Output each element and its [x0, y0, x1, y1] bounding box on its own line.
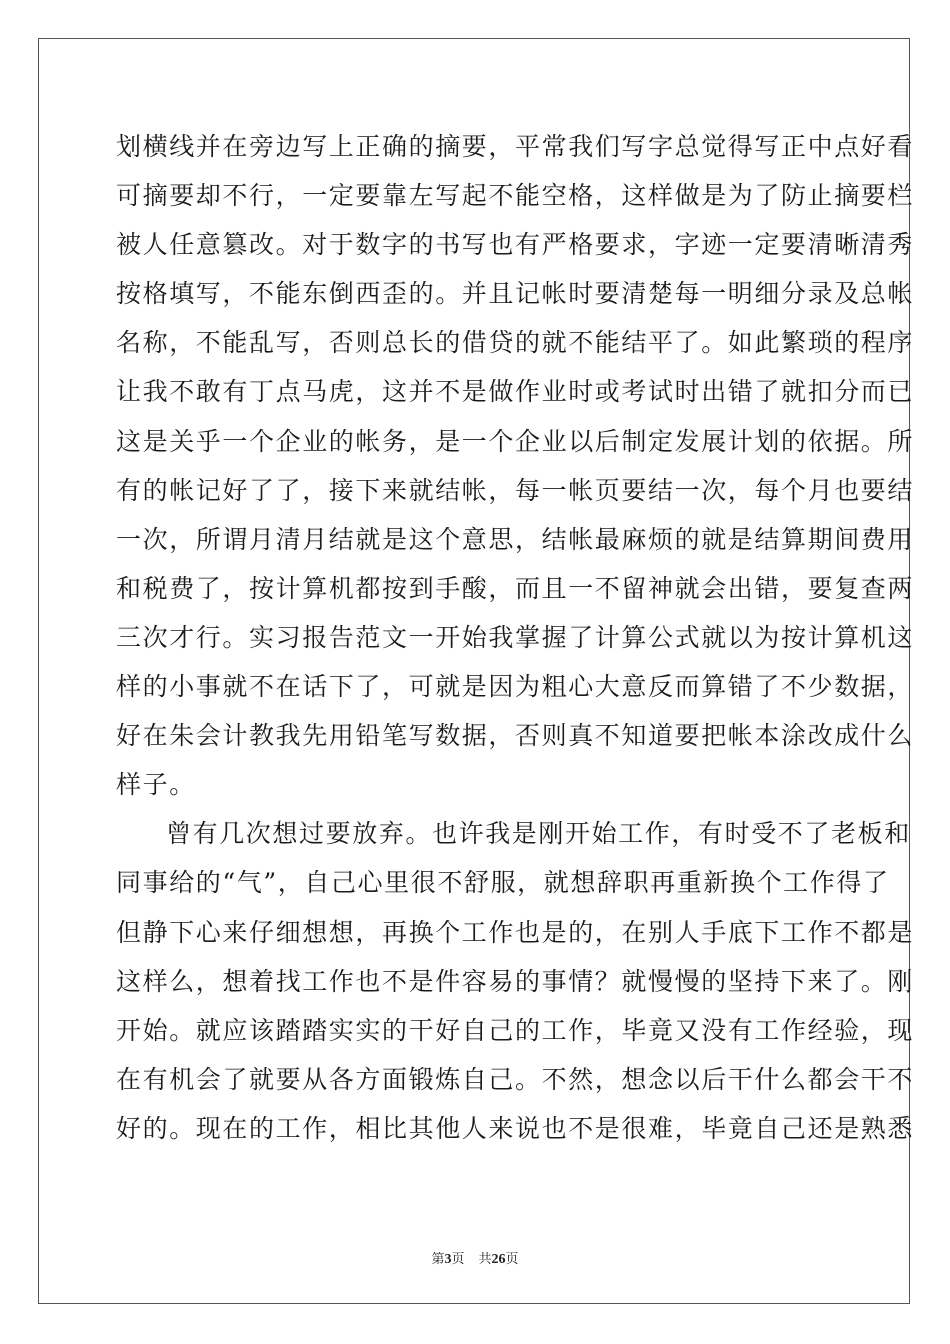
paragraph-1-line: 按格填写，不能东倒西歪的。并且记帐时要清楚每一明细分录及总帐 — [116, 279, 915, 309]
page-label-suffix: 页 — [451, 1252, 465, 1267]
paragraph-2-line: 开始。就应该踏踏实实的干好自己的工作，毕竟又没有工作经验，现 — [116, 1015, 915, 1045]
paragraph-1-line: 一次，所谓月清月结就是这个意思，结帐最麻烦的就是结算期间费用 — [116, 524, 915, 554]
document-body — [116, 122, 915, 1153]
paragraph-1-line: 划横线并在旁边写上正确的摘要，平常我们写字总觉得写正中点好看 — [116, 132, 915, 161]
total-page-count: 26 — [491, 1252, 506, 1267]
current-page-number: 3 — [444, 1252, 452, 1267]
paragraph-1-line: 被人任意篡改。对于数字的书写也有严格要求，字迹一定要清晰清秀 — [116, 230, 915, 260]
paragraph-2-line: 这样么，想着找工作也不是件容易的事情？就慢慢的坚持下来了。刚 — [116, 966, 915, 996]
paragraph-2-line: 好的。现在的工作，相比其他人来说也不是很难，毕竟自己还是熟悉 — [116, 1113, 915, 1143]
paragraph-1-line: 好在朱会计教我先用铅笔写数据，否则真不知道要把帐本涂改成什么 — [116, 721, 915, 751]
page-label-prefix: 第 — [431, 1252, 445, 1267]
paragraph-1-line: 让我不敢有丁点马虎，这并不是做作业时或考试时出错了就扣分而已 — [116, 377, 915, 407]
paragraph-1-line: 可摘要却不行，一定要靠左写起不能空格，这样做是为了防止摘要栏 — [116, 181, 915, 211]
paragraph-2-line: 在有机会了就要从各方面锻炼自己。不然，想念以后干什么都会干不 — [116, 1064, 915, 1094]
paragraph-1-line: 样子。 — [116, 770, 196, 800]
paragraph-1-line: 三次才行。实习报告范文一开始我掌握了计算公式就以为按计算机这 — [116, 622, 915, 652]
paragraph-1-line: 这是关乎一个企业的帐务，是一个企业以后制定发展计划的依据。所 — [116, 426, 915, 456]
total-label-suffix: 页 — [505, 1252, 519, 1267]
paragraph-1-line: 名称，不能乱写，否则总长的借贷的就不能结平了。如此繁琐的程序 — [116, 328, 915, 358]
paragraph-1-line: 和税费了，按计算机都按到手酸，而且一不留神就会出错，要复查两 — [116, 573, 915, 603]
paragraph-1-line: 有的帐记好了了，接下来就结帐，每一帐页要结一次，每个月也要结 — [116, 475, 915, 505]
paragraph-1-line: 样的小事就不在话下了，可就是因为粗心大意反而算错了不少数据， — [116, 672, 915, 702]
paragraph-2-line: 曾有几次想过要放弃。也许我是刚开始工作，有时受不了老板和 — [166, 819, 911, 849]
paragraph-2-line: 同事给的“气”，自己心里很不舒服，就想辞职再重新换个工作得了 — [116, 868, 890, 898]
total-label-prefix: 共 — [478, 1252, 492, 1267]
page-footer — [0, 1248, 950, 1268]
paragraph-2-line: 但静下心来仔细想想，再换个工作也是的，在别人手底下工作不都是 — [116, 917, 915, 947]
